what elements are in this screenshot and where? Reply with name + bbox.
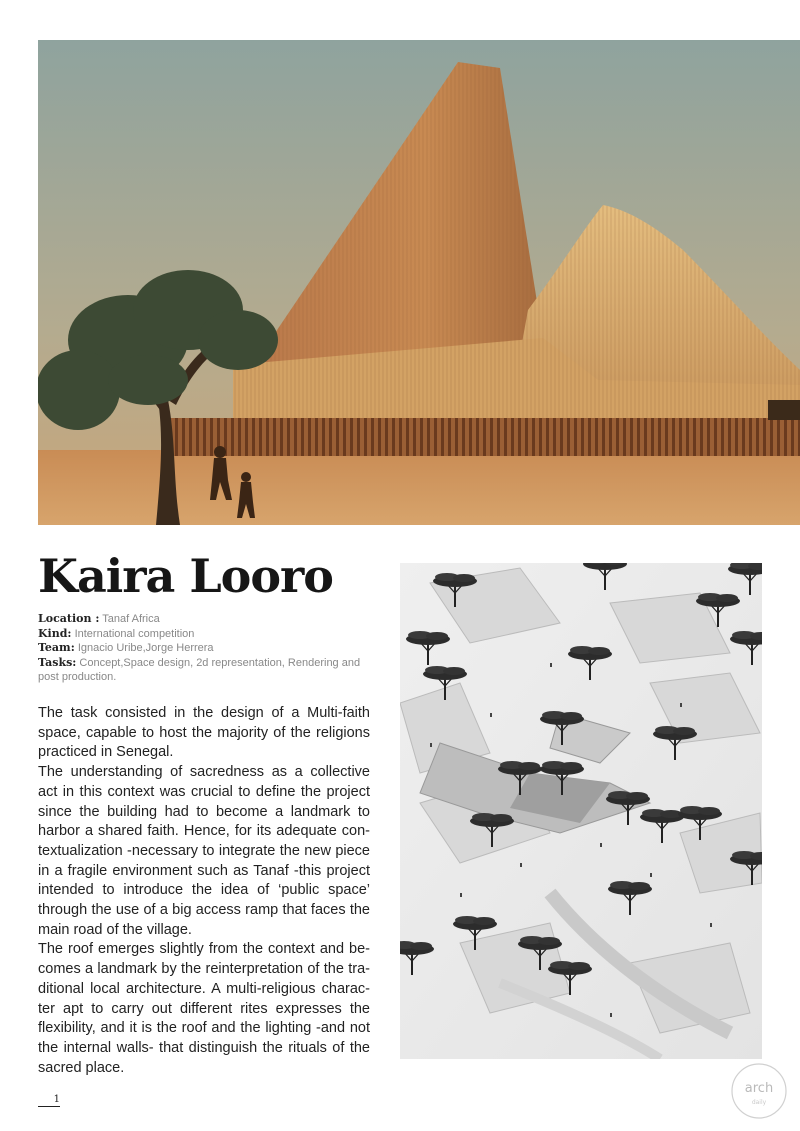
svg-text:daily: daily bbox=[751, 1099, 767, 1106]
archdaily-watermark bbox=[726, 1060, 792, 1127]
site-plan-image bbox=[400, 563, 762, 1059]
paragraph-intro: The task consisted in the design of a Multi-faith space, capable to host the majority of the religions practiced in Senegal. bbox=[38, 705, 370, 761]
project-details bbox=[38, 612, 368, 685]
detail-team: Team: Ignacio Uribe,Jorge Herrera bbox=[38, 641, 214, 654]
page-number: 1 bbox=[38, 1094, 60, 1107]
detail-location: Location : Tanaf Africa bbox=[38, 612, 160, 625]
detail-tasks: Tasks: Concept,Space design, 2d representation, Rendering and post production. bbox=[38, 655, 361, 683]
svg-text:arch: arch bbox=[744, 1081, 774, 1096]
paragraph-roof: The roof emerges slightly from the context and be-comes a landmark by the reinterpretation of the tra-ditional local architecture. A multi-religious charac-ter apt to carry out different rites expresses the flexibility, and it is the roof and the lighting -and not the internal walls- that distinguish the rituals of the sacred place. bbox=[38, 941, 370, 1076]
detail-kind: Kind: International competition bbox=[38, 626, 195, 640]
hero-rendering bbox=[38, 40, 800, 525]
page-title: Kaira Looro bbox=[38, 549, 333, 603]
fence-wall bbox=[168, 418, 800, 456]
paragraph-context: The understanding of sacredness as a collective act in this context was crucial to define the project since the building had to become a landmark to harbor a shared faith. Hence, for its adequate con-textualization -necessary to integrate the new piece in a fragile environment such as Tanaf -this project intended to introduce the idea of ‘public space’ through the use of a big access ramp that faces the main road of the village. bbox=[38, 764, 370, 938]
description-text bbox=[38, 704, 370, 1078]
